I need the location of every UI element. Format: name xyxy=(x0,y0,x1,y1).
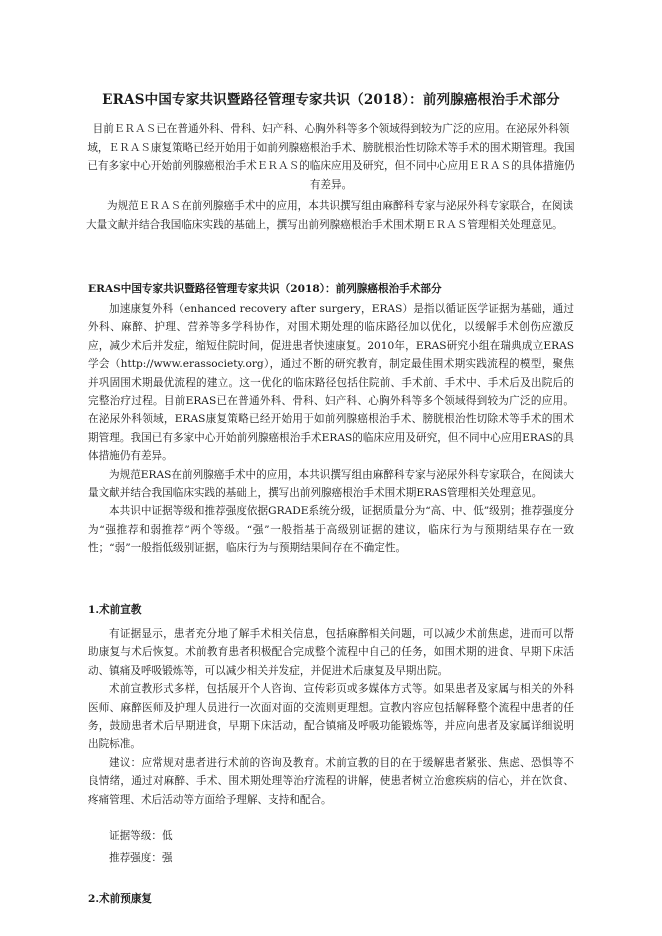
section-1-paragraph-3: 建议：应常规对患者进行术前的咨询及教育。术前宣教的目的在于缓解患者紧张、焦虑、恐惧等不良情绪，通过对麻醉、手术、围术期处理等治疗流程的讲解，使患者树立治愈疾病的信心，并在饮食、疼痛管理、术后活动等方面给予理解、支持和配合。 xyxy=(88,756,574,806)
recommendation-strength: 推荐强度：强 xyxy=(109,852,173,864)
main-paragraph-2: 为规范ERAS在前列腺癌手术中的应用，本共识撰写组由麻醉科专家与泌尿外科专家联合，在阅读大量文献并结合我国临床实践的基础上，撰写出前列腺癌根治手术围术期ERAS管理相关处理意见。 xyxy=(88,468,574,500)
section-1-heading: 1.术前宣教 xyxy=(88,604,142,616)
main-paragraph-3: 本共识中证据等级和推荐强度依据GRADE系统分级，证据质量分为“高、中、低”级别；推荐强度分为“强推荐和弱推荐”两个等级。“强”一般指基于高级别证据的建议，临床行为与预期结果存在一致性；“弱”一般指低级别证据，临床行为与预期结果间存在不确定性。 xyxy=(88,505,574,555)
main-paragraph-1: 加速康复外科（enhanced recovery after surgery，ERAS）是指以循证医学证据为基础，通过外科、麻醉、护理、营养等多学科协作，对围术期处理的临床路径加以优化，以缓解手术创伤应激反应，减少术后并发症，缩短住院时间，促进患者快速康复。2010年，ERAS研究小组在瑞典成立ERAS学会（http://www.erassociety.org），通过不断的研究教育，制定最佳围术期实践流程的模型，聚焦并巩固围术期最优流程的建立。这一优化的临床路径包括住院前、手术前、手术中、手术后及出院后的完整治疗过程。目前ERAS已在普通外科、骨科、妇产科、心胸外科等多个领域得到较为广泛的应用。在泌尿外科领域，ERAS康复策略已经开始用于如前列腺癌根治手术、膀胱根治性切除术等手术的围术期管理。我国已有多家中心开始前列腺癌根治手术ERAS的临床应用及研究，但不同中心应用ERAS的具体措施仍有差异。 xyxy=(88,303,574,463)
section-2-heading: 2.术前预康复 xyxy=(88,893,153,905)
page-title: ERAS中国专家共识暨路径管理专家共识（2018）：前列腺癌根治手术部分 xyxy=(102,92,560,108)
section-1-paragraph-1: 有证据显示，患者充分地了解手术相关信息，包括麻醉相关问题，可以减少术前焦虑，进而可以帮助康复与术后恢复。术前教育患者积极配合完成整个流程中自己的任务，如围术期的进食、早期下床活动、镇痛及呼吸锻炼等，可以减少相关并发症，并促进术后康复及早期出院。 xyxy=(88,628,574,677)
intro-paragraph-2: 为规范ＥＲＡＳ在前列腺癌手术中的应用，本共识撰写组由麻醉科专家与泌尿外科专家联合，在阅读大量文献并结合我国临床实践的基础上，撰写出前列腺癌根治手术围术期ＥＲＡＳ管理相关处理意见。 xyxy=(86,200,574,231)
section-1-paragraph-2: 术前宣教形式多样，包括展开个人咨询、宣传彩页或多媒体方式等。如果患者及家属与相关的外科医师、麻醉医师及护理人员进行一次面对面的交流则更理想。宣教内容应包括解释整个流程中患者的任务，鼓励患者术后早期进食，早期下床活动，配合镇痛及呼吸功能锻炼等，并应向患者及家属详细说明出院标准。 xyxy=(88,683,574,751)
section-1-body xyxy=(88,625,574,809)
section-subtitle: ERAS中国专家共识暨路径管理专家共识（2018）：前列腺癌根治手术部分 xyxy=(88,283,442,295)
main-body xyxy=(88,300,574,558)
evidence-level: 证据等级：低 xyxy=(109,830,173,842)
intro-paragraph-1: 目前ＥＲＡＳ已在普通外科、骨科、妇产科、心胸外科等多个领域得到较为广泛的应用。在泌尿外科领域，ＥＲＡＳ康复策略已经开始用于如前列腺癌根治手术、膀胱根治性切除术等手术的围术期管理。我国已有多家中心开始前列腺癌根治手术ＥＲＡＳ的临床应用及研究，但不同中心应用ＥＲＡＳ的具体措施仍有差异。 xyxy=(87,123,575,191)
